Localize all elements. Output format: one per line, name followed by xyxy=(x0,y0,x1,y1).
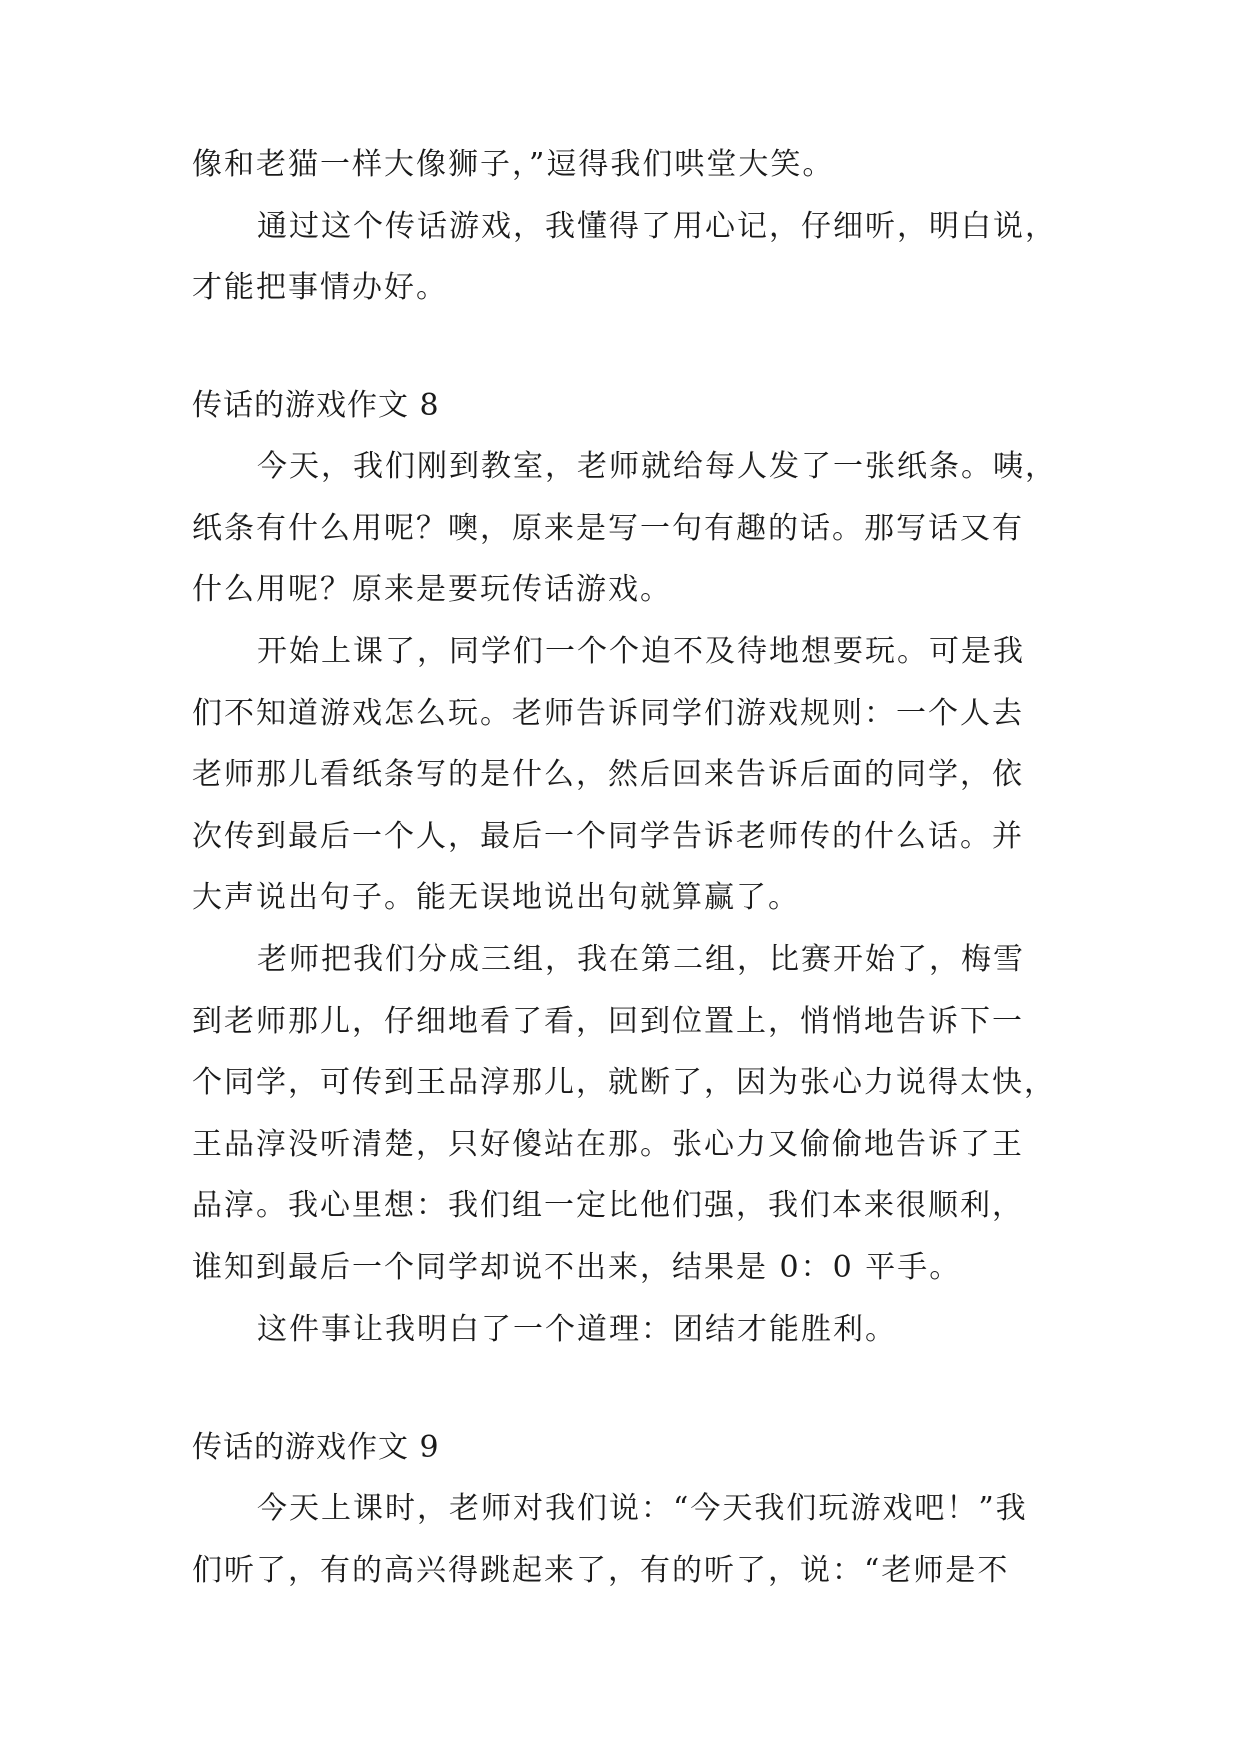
body-line: 们听了，有的高兴得跳起来了，有的听了，说：“老师是不 xyxy=(192,1553,1010,1588)
body-line: 像和老猫一样大像狮子，”逗得我们哄堂大笑。 xyxy=(192,147,835,182)
paragraph-first-line: 这件事让我明白了一个道理：团结才能胜利。 xyxy=(257,1312,897,1347)
body-line: 什么用呢？原来是要玩传话游戏。 xyxy=(192,572,672,607)
body-line: 才能把事情办好。 xyxy=(192,270,448,305)
paragraph-first-line: 通过这个传话游戏，我懂得了用心记，仔细听，明白说， xyxy=(257,209,1057,244)
paragraph-first-line: 今天上课时，老师对我们说：“今天我们玩游戏吧！”我 xyxy=(257,1491,1028,1526)
paragraph-first-line: 老师把我们分成三组，我在第二组，比赛开始了，梅雪 xyxy=(257,942,1025,977)
body-line: 们不知道游戏怎么玩。老师告诉同学们游戏规则：一个人去 xyxy=(192,696,1024,731)
body-line: 品淳。我心里想：我们组一定比他们强，我们本来很顺利， xyxy=(192,1188,1024,1223)
body-line: 大声说出句子。能无误地说出句就算赢了。 xyxy=(192,880,800,915)
body-line: 谁知到最后一个同学却说不出来，结果是 0：0 平手。 xyxy=(192,1250,962,1285)
paragraph-first-line: 今天，我们刚到教室，老师就给每人发了一张纸条。咦， xyxy=(257,449,1057,484)
body-line: 到老师那儿，仔细地看了看，回到位置上，悄悄地告诉下一 xyxy=(192,1004,1024,1039)
section-heading: 传话的游戏作文 9 xyxy=(192,1430,440,1465)
body-line: 纸条有什么用呢？噢，原来是写一句有趣的话。那写话又有 xyxy=(192,511,1024,546)
body-line: 王品淳没听清楚，只好傻站在那。张心力又偷偷地告诉了王 xyxy=(192,1127,1024,1162)
body-line: 老师那儿看纸条写的是什么，然后回来告诉后面的同学，依 xyxy=(192,757,1024,792)
section-heading: 传话的游戏作文 8 xyxy=(192,388,440,423)
paragraph-first-line: 开始上课了，同学们一个个迫不及待地想要玩。可是我 xyxy=(257,634,1025,669)
body-line: 个同学，可传到王品淳那儿，就断了，因为张心力说得太快， xyxy=(192,1065,1056,1100)
body-line: 次传到最后一个人，最后一个同学告诉老师传的什么话。并 xyxy=(192,819,1024,854)
